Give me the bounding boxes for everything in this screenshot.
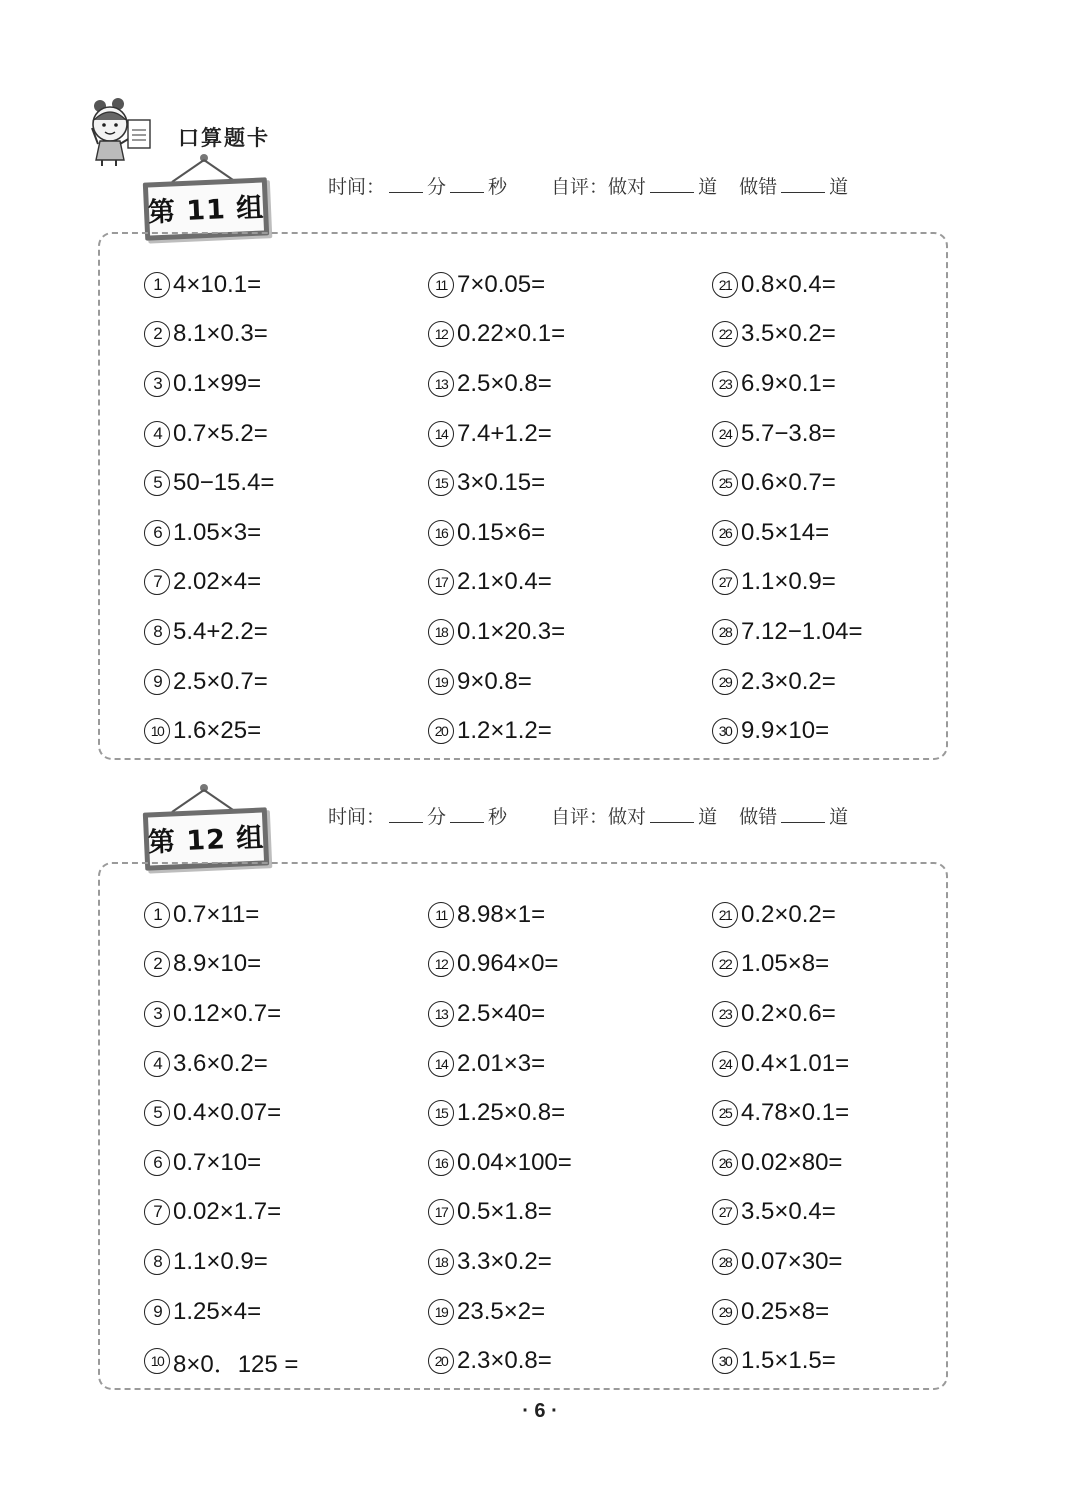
problem-number: 4 bbox=[144, 1051, 170, 1077]
problem-number: 6 bbox=[144, 1150, 170, 1176]
problem-number: 18 bbox=[428, 619, 454, 645]
problem-item bbox=[144, 940, 428, 990]
problem-expression: 1.25×0.8= bbox=[457, 1099, 566, 1127]
problem-item bbox=[712, 1138, 944, 1188]
problem-expression: 0.5×14= bbox=[741, 518, 830, 546]
problem-item bbox=[712, 989, 944, 1039]
problem-expression: 1.05×8= bbox=[741, 950, 830, 978]
correct-blank[interactable] bbox=[650, 804, 694, 823]
problem-item bbox=[428, 409, 712, 459]
problem-expression: 8×0．125 = bbox=[173, 1350, 299, 1378]
problem-expression: 2.02×4= bbox=[173, 568, 262, 596]
wrong-label: 做错 bbox=[739, 176, 778, 198]
problem-expression: 4×10.1= bbox=[173, 270, 262, 298]
problem-number: 1 bbox=[144, 272, 170, 298]
problem-expression: 5.7−3.8= bbox=[741, 419, 836, 447]
problem-number: 20 bbox=[428, 718, 454, 744]
problem-expression: 0.02×1.7= bbox=[173, 1198, 282, 1226]
problem-expression: 2.1×0.4= bbox=[457, 568, 552, 596]
problem-item bbox=[144, 1039, 428, 1089]
problem-expression: 9.9×10= bbox=[741, 717, 830, 745]
problem-item bbox=[144, 1188, 428, 1238]
problem-item bbox=[428, 607, 712, 657]
problem-expression: 2.5×40= bbox=[457, 999, 546, 1027]
problem-item bbox=[428, 1237, 712, 1287]
problem-item bbox=[428, 940, 712, 990]
problem-item bbox=[144, 989, 428, 1039]
problem-expression: 1.5×1.5= bbox=[741, 1347, 836, 1375]
problem-number: 15 bbox=[428, 470, 454, 496]
problem-item bbox=[712, 508, 944, 558]
problem-number: 11 bbox=[428, 272, 454, 298]
problem-item bbox=[712, 706, 944, 756]
second-unit: 秒 bbox=[488, 176, 508, 198]
problem-item bbox=[712, 1287, 944, 1337]
problem-item bbox=[428, 657, 712, 707]
problem-item bbox=[428, 890, 712, 940]
problem-expression: 5.4+2.2= bbox=[173, 617, 268, 645]
problem-number: 10 bbox=[144, 1348, 170, 1374]
problem-expression: 1.6×25= bbox=[173, 717, 262, 745]
problem-item bbox=[712, 310, 944, 360]
minute-unit: 分 bbox=[427, 806, 447, 828]
problem-number: 9 bbox=[144, 1299, 170, 1325]
problem-number: 1 bbox=[144, 902, 170, 928]
problem-number: 3 bbox=[144, 1001, 170, 1027]
problem-expression: 1.2×1.2= bbox=[457, 717, 552, 745]
problem-item bbox=[428, 1138, 712, 1188]
problem-item bbox=[428, 458, 712, 508]
problem-expression: 0.2×0.6= bbox=[741, 999, 836, 1027]
problem-number: 24 bbox=[712, 1051, 738, 1077]
problem-number: 30 bbox=[712, 718, 738, 744]
problem-item bbox=[144, 1088, 428, 1138]
problem-expression: 0.02×80= bbox=[741, 1148, 843, 1176]
problem-number: 18 bbox=[428, 1249, 454, 1275]
minute-unit: 分 bbox=[427, 176, 447, 198]
problem-number: 12 bbox=[428, 321, 454, 347]
problem-number: 16 bbox=[428, 520, 454, 546]
problem-expression: 8.9×10= bbox=[173, 950, 262, 978]
problem-expression: 7.12−1.04= bbox=[741, 617, 863, 645]
problem-number: 16 bbox=[428, 1150, 454, 1176]
group-title: 第 11 组 bbox=[147, 192, 265, 229]
problem-number: 8 bbox=[144, 619, 170, 645]
problem-number: 22 bbox=[712, 321, 738, 347]
problem-number: 4 bbox=[144, 421, 170, 447]
problem-expression: 4.78×0.1= bbox=[741, 1099, 850, 1127]
problem-number: 25 bbox=[712, 470, 738, 496]
problem-expression: 8.98×1= bbox=[457, 900, 546, 928]
problem-item bbox=[428, 706, 712, 756]
problem-expression: 0.04×100= bbox=[457, 1148, 572, 1176]
group-section-12 bbox=[98, 780, 950, 1392]
problem-item bbox=[144, 706, 428, 756]
problem-number: 9 bbox=[144, 669, 170, 695]
problem-item bbox=[712, 409, 944, 459]
problem-item bbox=[428, 508, 712, 558]
problem-item bbox=[428, 260, 712, 310]
problem-number: 14 bbox=[428, 421, 454, 447]
problem-expression: 0.7×11= bbox=[173, 900, 260, 928]
problem-number: 28 bbox=[712, 1249, 738, 1275]
problem-expression: 0.1×99= bbox=[173, 369, 262, 397]
problem-number: 17 bbox=[428, 569, 454, 595]
problem-item bbox=[712, 359, 944, 409]
problem-item bbox=[428, 1287, 712, 1337]
problem-expression: 0.5×1.8= bbox=[457, 1198, 552, 1226]
time-label: 时间： bbox=[328, 176, 386, 198]
problem-number: 12 bbox=[428, 951, 454, 977]
wrong-unit: 道 bbox=[829, 806, 849, 828]
problem-number: 26 bbox=[712, 520, 738, 546]
correct-unit: 道 bbox=[698, 176, 718, 198]
problem-number: 6 bbox=[144, 520, 170, 546]
problem-number: 27 bbox=[712, 1199, 738, 1225]
self-eval-label: 自评：做对 bbox=[551, 806, 647, 828]
problem-expression: 50−15.4= bbox=[173, 469, 275, 497]
problem-item bbox=[712, 657, 944, 707]
wrong-unit: 道 bbox=[829, 176, 849, 198]
problem-grid bbox=[144, 890, 944, 1386]
problem-number: 25 bbox=[712, 1100, 738, 1126]
minute-blank[interactable] bbox=[389, 174, 423, 193]
problem-number: 27 bbox=[712, 569, 738, 595]
problem-expression: 2.3×0.8= bbox=[457, 1347, 552, 1375]
problem-number: 19 bbox=[428, 669, 454, 695]
group-title-board bbox=[144, 180, 274, 240]
second-blank[interactable] bbox=[450, 174, 484, 193]
problem-expression: 1.1×0.9= bbox=[741, 568, 836, 596]
problem-number: 17 bbox=[428, 1199, 454, 1225]
problem-number: 14 bbox=[428, 1051, 454, 1077]
problem-item bbox=[428, 1188, 712, 1238]
problem-number: 21 bbox=[712, 272, 738, 298]
problem-number: 20 bbox=[428, 1348, 454, 1374]
problem-expression: 3×0.15= bbox=[457, 469, 546, 497]
wrong-blank[interactable] bbox=[781, 174, 825, 193]
problem-item bbox=[712, 1336, 944, 1386]
problem-expression: 8.1×0.3= bbox=[173, 320, 268, 348]
problem-expression: 7×0.05= bbox=[457, 270, 546, 298]
problem-expression: 1.05×3= bbox=[173, 518, 262, 546]
second-blank[interactable] bbox=[450, 804, 484, 823]
score-info-row bbox=[328, 802, 948, 829]
problem-number: 30 bbox=[712, 1348, 738, 1374]
problem-number: 28 bbox=[712, 619, 738, 645]
problem-item bbox=[712, 890, 944, 940]
problem-expression: 0.12×0.7= bbox=[173, 999, 282, 1027]
problem-expression: 3.3×0.2= bbox=[457, 1247, 552, 1275]
problem-expression: 3.5×0.4= bbox=[741, 1198, 836, 1226]
problem-expression: 3.6×0.2= bbox=[173, 1049, 268, 1077]
problem-expression: 0.15×6= bbox=[457, 518, 546, 546]
problem-item bbox=[428, 310, 712, 360]
problem-number: 7 bbox=[144, 1199, 170, 1225]
problem-expression: 0.6×0.7= bbox=[741, 469, 836, 497]
problem-number: 5 bbox=[144, 470, 170, 496]
problem-item bbox=[428, 558, 712, 608]
problem-number: 21 bbox=[712, 902, 738, 928]
problem-expression: 6.9×0.1= bbox=[741, 369, 836, 397]
problem-number: 11 bbox=[428, 902, 454, 928]
page-title: 口算题卡 bbox=[178, 126, 270, 150]
problem-item bbox=[712, 558, 944, 608]
problem-number: 29 bbox=[712, 1299, 738, 1325]
problem-item bbox=[712, 940, 944, 990]
problem-expression: 0.2×0.2= bbox=[741, 900, 836, 928]
page-number: · 6 · bbox=[522, 1400, 558, 1422]
problem-item bbox=[712, 1188, 944, 1238]
problem-item bbox=[144, 1138, 428, 1188]
problem-expression: 9×0.8= bbox=[457, 667, 532, 695]
problem-expression: 0.07×30= bbox=[741, 1247, 843, 1275]
problem-box bbox=[98, 862, 948, 1390]
problem-item bbox=[428, 1336, 712, 1386]
problem-item bbox=[428, 989, 712, 1039]
problem-number: 22 bbox=[712, 951, 738, 977]
problem-expression: 0.22×0.1= bbox=[457, 320, 566, 348]
problem-expression: 0.964×0= bbox=[457, 950, 559, 978]
problem-item bbox=[428, 1088, 712, 1138]
problem-number: 19 bbox=[428, 1299, 454, 1325]
problem-item bbox=[144, 1336, 428, 1386]
problem-expression: 3.5×0.2= bbox=[741, 320, 836, 348]
problem-item bbox=[144, 409, 428, 459]
problem-item bbox=[428, 1039, 712, 1089]
wrong-label: 做错 bbox=[739, 806, 778, 828]
problem-item bbox=[144, 1237, 428, 1287]
second-unit: 秒 bbox=[488, 806, 508, 828]
problem-item bbox=[144, 359, 428, 409]
self-eval-label: 自评：做对 bbox=[551, 176, 647, 198]
group-title: 第 12 组 bbox=[147, 822, 265, 859]
correct-blank[interactable] bbox=[650, 174, 694, 193]
problem-item bbox=[144, 607, 428, 657]
problem-item bbox=[428, 359, 712, 409]
problem-number: 29 bbox=[712, 669, 738, 695]
problem-expression: 0.25×8= bbox=[741, 1297, 830, 1325]
problem-item bbox=[712, 458, 944, 508]
problem-expression: 0.4×0.07= bbox=[173, 1099, 282, 1127]
minute-blank[interactable] bbox=[389, 804, 423, 823]
problem-item bbox=[144, 657, 428, 707]
problem-expression: 1.25×4= bbox=[173, 1297, 262, 1325]
problem-expression: 0.7×10= bbox=[173, 1148, 262, 1176]
problem-expression: 2.5×0.7= bbox=[173, 667, 268, 695]
problem-grid bbox=[144, 260, 944, 756]
wrong-blank[interactable] bbox=[781, 804, 825, 823]
problem-number: 2 bbox=[144, 951, 170, 977]
problem-expression: 23.5×2= bbox=[457, 1297, 546, 1325]
problem-number: 23 bbox=[712, 371, 738, 397]
problem-number: 23 bbox=[712, 1001, 738, 1027]
problem-box bbox=[98, 232, 948, 760]
problem-expression: 7.4+1.2= bbox=[457, 419, 552, 447]
problem-number: 10 bbox=[144, 718, 170, 744]
problem-number: 26 bbox=[712, 1150, 738, 1176]
score-info-row bbox=[328, 172, 948, 199]
problem-expression: 1.1×0.9= bbox=[173, 1247, 268, 1275]
problem-expression: 0.8×0.4= bbox=[741, 270, 836, 298]
problem-number: 7 bbox=[144, 569, 170, 595]
problem-item bbox=[144, 260, 428, 310]
group-section-11 bbox=[98, 150, 950, 762]
problem-number: 24 bbox=[712, 421, 738, 447]
problem-item bbox=[144, 890, 428, 940]
problem-number: 3 bbox=[144, 371, 170, 397]
problem-item bbox=[712, 1088, 944, 1138]
group-title-board bbox=[144, 810, 274, 870]
problem-item bbox=[144, 310, 428, 360]
problem-number: 15 bbox=[428, 1100, 454, 1126]
problem-item bbox=[144, 458, 428, 508]
problem-item bbox=[712, 1039, 944, 1089]
problem-item bbox=[712, 260, 944, 310]
problem-expression: 0.7×5.2= bbox=[173, 419, 268, 447]
problem-expression: 2.01×3= bbox=[457, 1049, 546, 1077]
problem-expression: 0.1×20.3= bbox=[457, 617, 566, 645]
problem-number: 13 bbox=[428, 1001, 454, 1027]
problem-number: 2 bbox=[144, 321, 170, 347]
problem-item bbox=[144, 508, 428, 558]
problem-expression: 2.5×0.8= bbox=[457, 369, 552, 397]
problem-item bbox=[144, 558, 428, 608]
problem-number: 13 bbox=[428, 371, 454, 397]
problem-number: 5 bbox=[144, 1100, 170, 1126]
problem-number: 8 bbox=[144, 1249, 170, 1275]
problem-expression: 2.3×0.2= bbox=[741, 667, 836, 695]
problem-expression: 0.4×1.01= bbox=[741, 1049, 850, 1077]
problem-item bbox=[712, 607, 944, 657]
correct-unit: 道 bbox=[698, 806, 718, 828]
problem-item bbox=[712, 1237, 944, 1287]
time-label: 时间： bbox=[328, 806, 386, 828]
problem-item bbox=[144, 1287, 428, 1337]
